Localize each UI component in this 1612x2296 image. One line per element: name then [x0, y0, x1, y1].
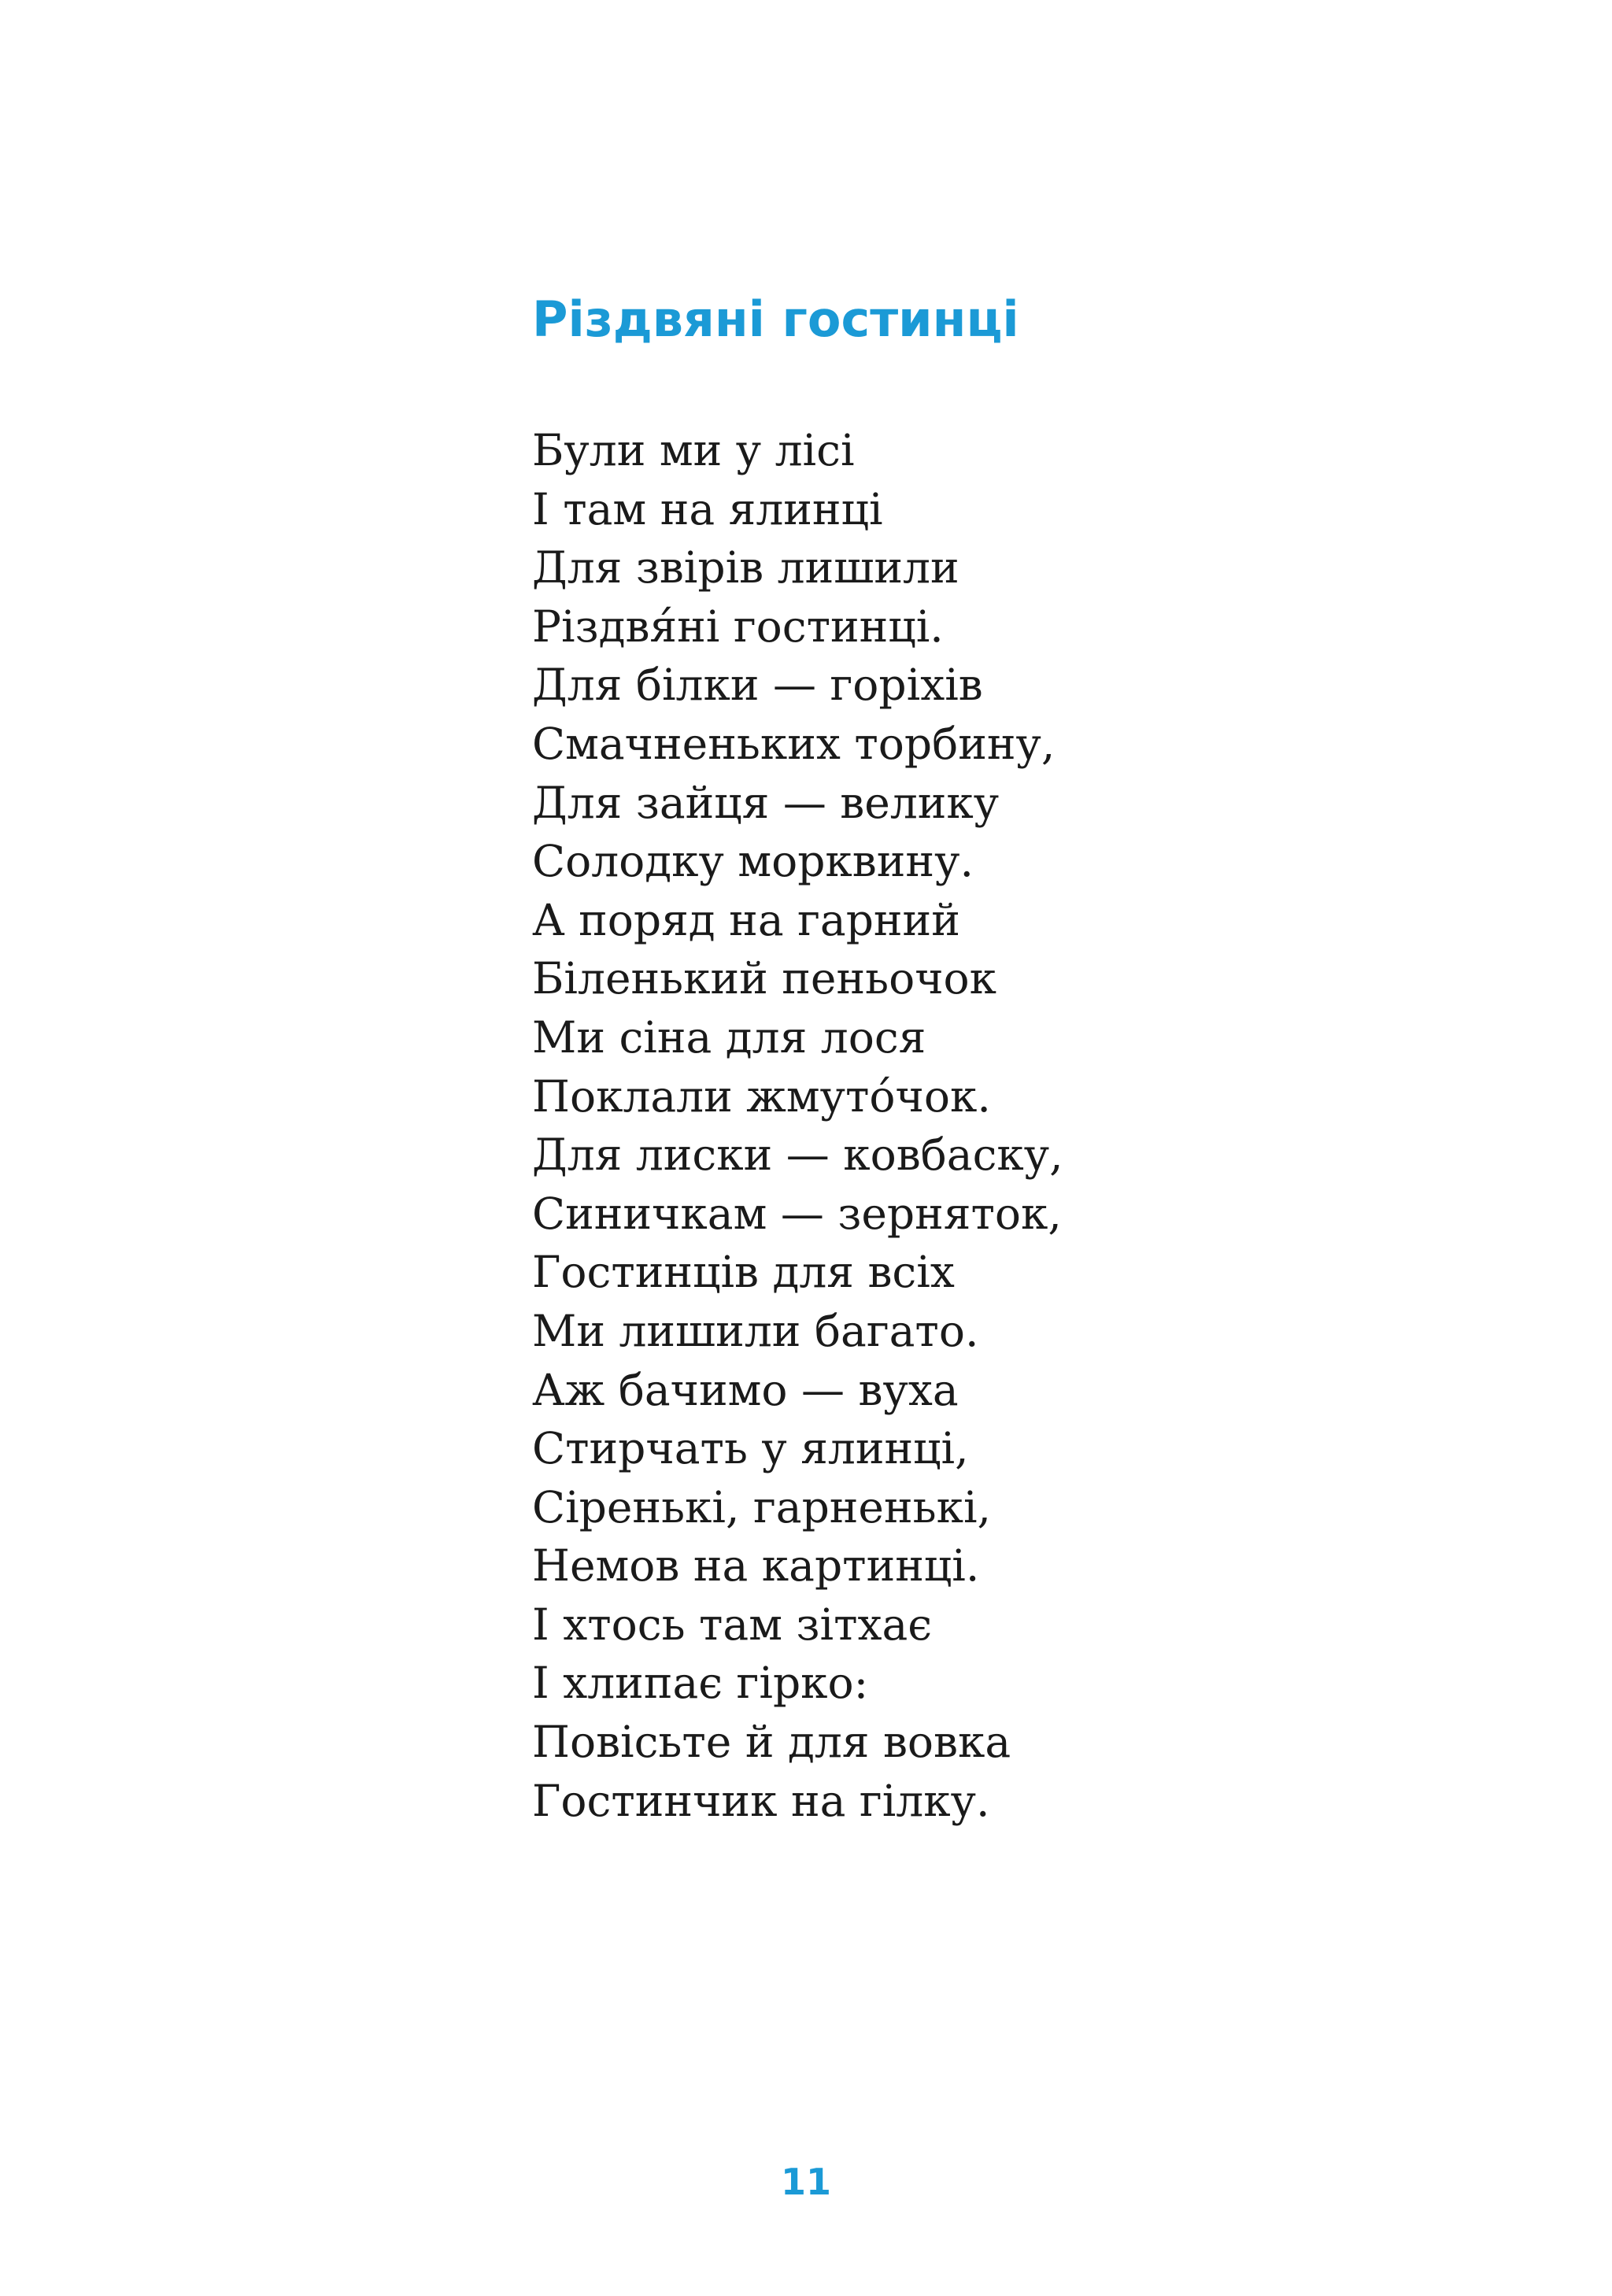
poem-line: Для зайця — велику [532, 777, 1000, 828]
poem-line: І там на ялинці [532, 483, 883, 534]
poem-line: Поклали жмуто́чок. [532, 1070, 991, 1122]
poem-line: Для лиски — ковбаску, [532, 1130, 1063, 1181]
poem-line: А поряд на гарний [532, 894, 960, 945]
poem-line: Солодку морквину. [532, 836, 974, 887]
poem-line: Немов на картинці. [532, 1540, 980, 1592]
poem-line: Стирчать у ялинці, [532, 1423, 969, 1474]
poem-line: Синичкам — зерняток, [532, 1188, 1062, 1239]
poem-line: Для звірів лишили [532, 542, 959, 593]
poem-line: Ми сіна для лося [532, 1011, 926, 1063]
poem-line: Біленький пеньочок [532, 953, 997, 1004]
poem-line: Сіренькі, гарненькі, [532, 1481, 992, 1533]
page-number: 11 [780, 2161, 831, 2203]
poem-line: І хлипає гірко: [532, 1658, 869, 1709]
poem-line: Аж бачимо — вуха [532, 1364, 959, 1415]
poem-line: Гостинчик на гілку. [532, 1775, 990, 1826]
poem-line: Ми лишили багато. [532, 1305, 979, 1356]
poem-line: Повісьте й для вовка [532, 1717, 1011, 1768]
poem-line: Різдвя́ні гостинці. [532, 601, 944, 652]
poem-body [532, 421, 1398, 1830]
poem-line: Були ми у лісі [532, 425, 855, 475]
poem-line: І хтось там зітхає [532, 1599, 933, 1650]
poem-line: Для білки — горіхів [532, 660, 983, 711]
poem-title: Різдвяні гостинці [532, 290, 1019, 348]
poem-line: Гостинців для всіх [532, 1247, 955, 1298]
poem-line: Смачненьких торбину, [532, 718, 1056, 769]
